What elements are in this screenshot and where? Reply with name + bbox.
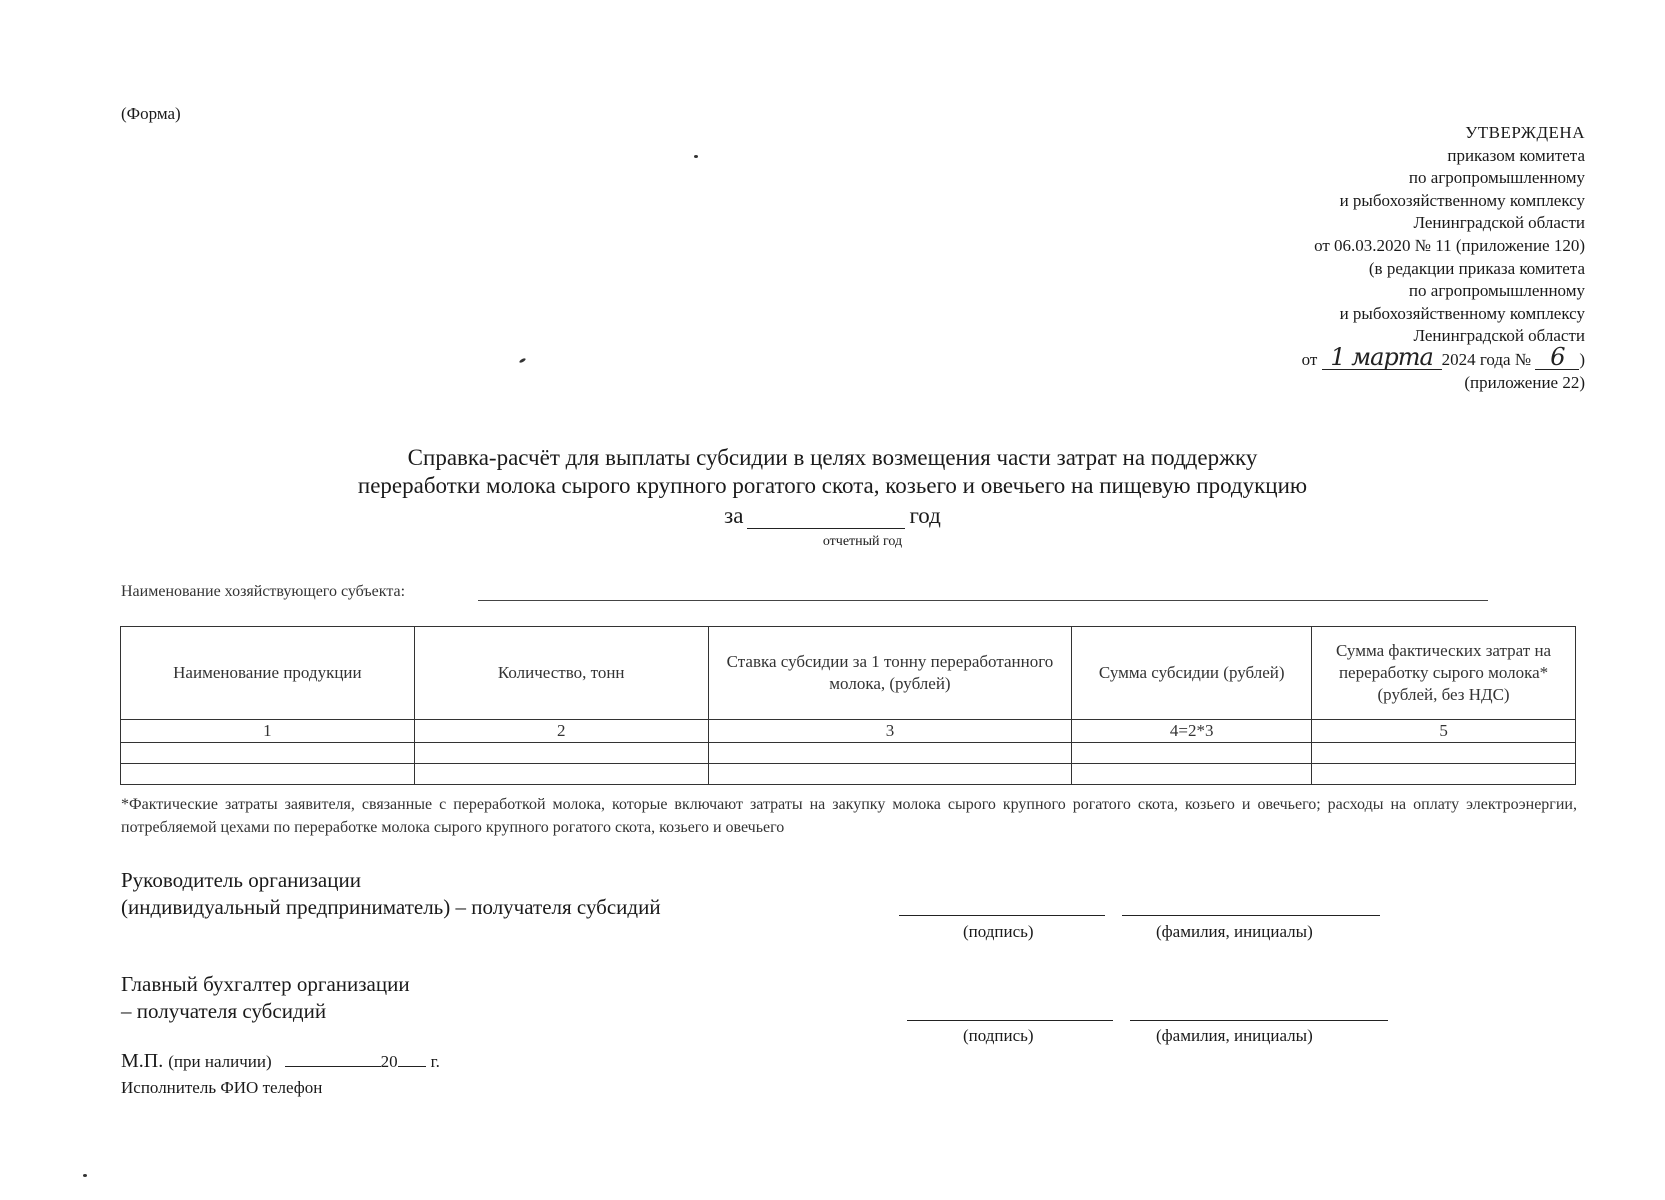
order-date-handwritten: 1 марта — [1330, 342, 1433, 371]
form-label: (Форма) — [121, 104, 181, 123]
executor-line: Исполнитель ФИО телефон — [121, 1078, 323, 1097]
table-cell[interactable] — [708, 743, 1072, 764]
table-cell[interactable] — [414, 743, 708, 764]
column-number: 2 — [414, 720, 708, 743]
appendix-note: (приложение 22) — [1464, 372, 1585, 392]
head-title-line-1: Руководитель организации — [121, 868, 361, 892]
table-cell[interactable] — [1072, 764, 1312, 785]
accountant-signatory-label — [121, 971, 410, 1025]
approval-line: Ленинградской области — [1413, 326, 1585, 346]
head-name-field[interactable] — [1122, 915, 1380, 916]
header-subsidy-sum: Сумма субсидии (рублей) — [1072, 627, 1312, 720]
approval-line: и рыбохозяйственному комплексу — [1339, 303, 1585, 323]
scan-speck — [519, 357, 527, 363]
approval-line: приказом комитета — [1447, 145, 1585, 165]
column-number: 3 — [708, 720, 1072, 743]
column-number: 4=2*3 — [1072, 720, 1312, 743]
approval-line: (в редакции приказа комитета — [1368, 258, 1585, 278]
accountant-signature-field[interactable] — [907, 1020, 1113, 1021]
year-line — [0, 503, 1665, 529]
approval-line: Ленинградской области — [1413, 213, 1585, 233]
accountant-name-caption: (фамилия, инициалы) — [1156, 1026, 1313, 1045]
header-product-name: Наименование продукции — [121, 627, 415, 720]
year-hint: отчетный год — [822, 534, 903, 549]
year-prefix: за — [724, 503, 744, 528]
approval-line: по агропромышленному — [1408, 281, 1585, 301]
order-line — [1301, 342, 1585, 372]
date-blank-field[interactable] — [285, 1050, 381, 1067]
accountant-name-field[interactable] — [1130, 1020, 1388, 1021]
column-number: 5 — [1312, 720, 1576, 743]
year-abbrev: г. — [430, 1052, 440, 1071]
table-cell[interactable] — [708, 764, 1072, 785]
accountant-title-line-1: Главный бухгалтер организации — [121, 972, 410, 996]
year-blank-field[interactable] — [747, 508, 905, 529]
accountant-title-line-2: – получателя субсидий — [121, 999, 327, 1023]
table-cell[interactable] — [1312, 764, 1576, 785]
header-rate: Ставка субсидии за 1 тонну переработанного молока, (рублей) — [708, 627, 1072, 720]
approval-line: от 06.03.2020 № 11 (приложение 120) — [1314, 235, 1585, 255]
table-cell[interactable] — [414, 764, 708, 785]
order-number-field — [1535, 342, 1579, 371]
table-cell[interactable] — [121, 764, 415, 785]
table-cell[interactable] — [121, 743, 415, 764]
head-signature-field[interactable] — [899, 915, 1105, 916]
order-close: ) — [1579, 349, 1585, 369]
year-blank-field[interactable] — [398, 1050, 426, 1067]
entity-label: Наименование хозяйствующего субъекта: — [121, 583, 406, 600]
head-signature-caption: (подпись) — [963, 922, 1034, 941]
table-row — [121, 764, 1576, 785]
table-number-row — [121, 720, 1576, 743]
seal-date-line — [121, 1050, 440, 1073]
order-prefix: от — [1301, 349, 1318, 369]
approval-line: и рыбохозяйственному комплексу — [1339, 190, 1585, 210]
order-year: 2024 года № — [1441, 349, 1532, 369]
footnote: *Фактические затраты заявителя, связанные с переработкой молока, которые включают затраты на закупку молока сырого крупного рогатого скота, козьего и овечьего; расходы на оплату электроэнергии, потребляемой цехами по переработке молока сырого крупного рогатого скота, козьего и овечьего — [121, 796, 1577, 836]
calculation-table — [120, 626, 1576, 785]
header-actual-costs: Сумма фактических затрат на переработку сырого молока* (рублей, без НДС) — [1312, 627, 1576, 720]
scan-speck — [83, 1174, 87, 1177]
accountant-signature-caption: (подпись) — [963, 1026, 1034, 1045]
title-line-2: переработки молока сырого крупного рогатого скота, козьего и овечьего на пищевую продукцию — [357, 473, 1308, 498]
document-title — [0, 444, 1665, 500]
header-quantity: Количество, тонн — [414, 627, 708, 720]
entity-name-field[interactable] — [478, 600, 1488, 601]
approval-title: УТВЕРЖДЕНА — [1465, 123, 1585, 142]
table-header-row — [121, 627, 1576, 720]
table-cell[interactable] — [1312, 743, 1576, 764]
year-century: 20 — [380, 1052, 398, 1071]
column-number: 1 — [121, 720, 415, 743]
approval-line: по агропромышленному — [1408, 168, 1585, 188]
title-line-1: Справка-расчёт для выплаты субсидии в целях возмещения части затрат на поддержку — [407, 445, 1258, 470]
year-suffix: год — [909, 503, 941, 528]
head-signatory-label — [121, 867, 661, 921]
head-title-line-2: (индивидуальный предприниматель) – получателя субсидий — [121, 895, 661, 919]
table-cell[interactable] — [1072, 743, 1312, 764]
approval-block — [1302, 122, 1585, 394]
table-row — [121, 743, 1576, 764]
order-number-handwritten: 6 — [1550, 342, 1565, 371]
mp-note: (при наличии) — [168, 1052, 272, 1071]
scan-speck — [694, 155, 698, 158]
head-name-caption: (фамилия, инициалы) — [1156, 922, 1313, 941]
order-date-field — [1322, 342, 1442, 371]
mp-label: М.П. — [121, 1050, 164, 1072]
